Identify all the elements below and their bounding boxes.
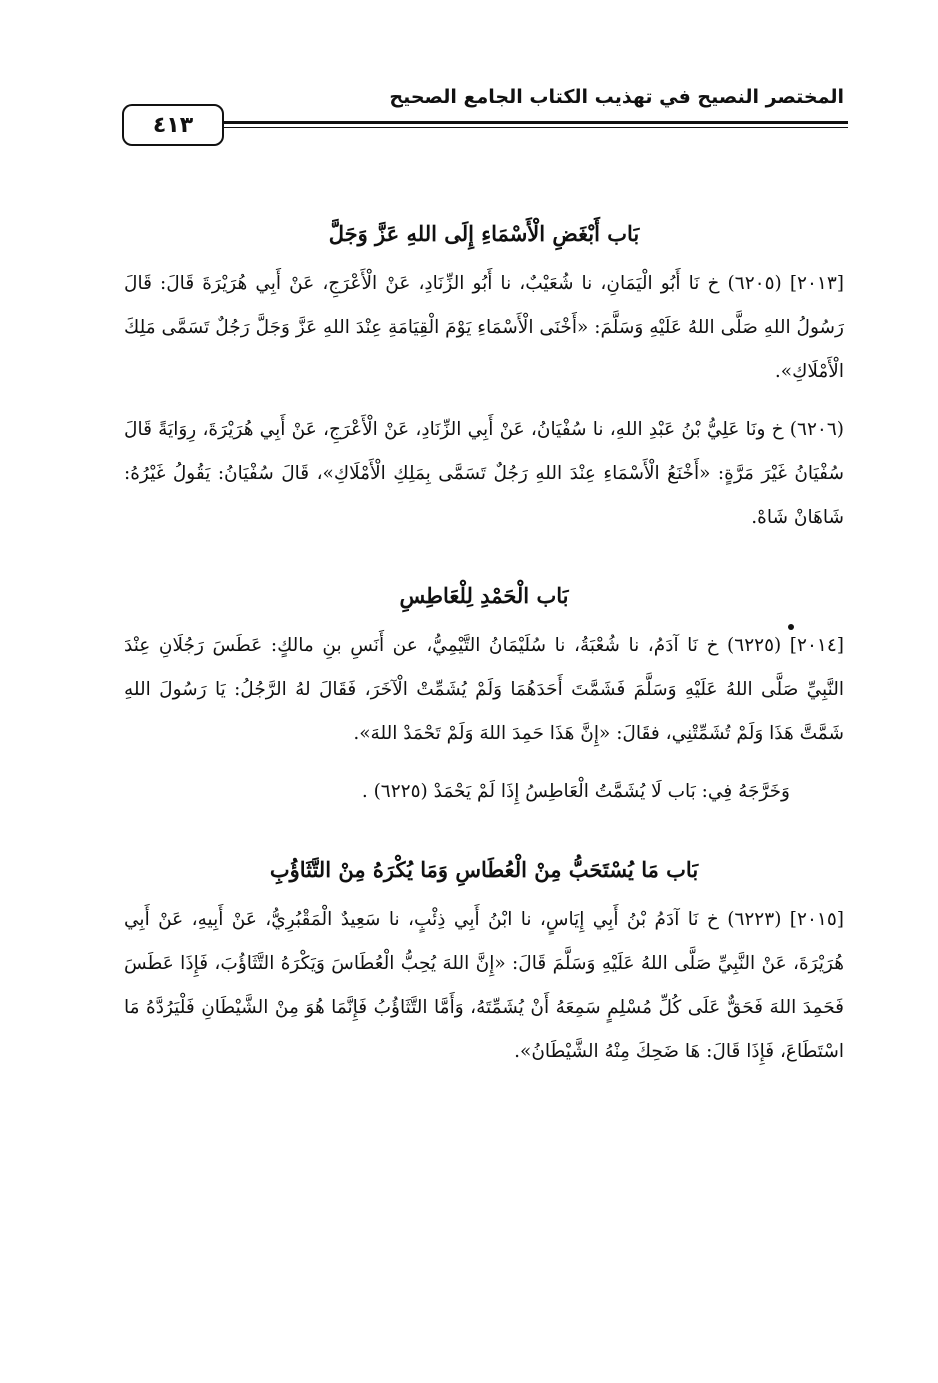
section-heading: بَاب مَا يُسْتَحَبُّ مِنْ الْعُطَاسِ وَمَا يُكْرَهُ مِنْ التَّثَاؤُبِ — [269, 857, 699, 882]
section-heading: بَاب أَبْغَضِ الْأَسْمَاءِ إِلَى اللهِ عَزَّ وَجَلَّ — [328, 221, 640, 246]
hadith-paragraph: [٢٠١٥] (٦٢٢٣) خ نَا آدَمُ بْنُ أَبِي إِيَاسٍ، نا ابْنُ أَبِي ذِئْبٍ، نا سَعِيدٌ الْمَقْبُرِيُّ، عَنْ أَبِيهِ، عَنْ أَبِي هُرَيْرَةَ، عَنْ النَّبِيِّ صَلَّى اللهُ عَلَيْهِ وَسَلَّمَ قَالَ: «إِنَّ اللهَ يُحِبُّ الْعُطَاسَ وَيَكْرَهُ التَّثَاؤُبَ، فَإِذَا عَطَسَ فَحَمِدَ اللهَ فَحَقٌّ عَلَى كُلِّ مُسْلِمٍ سَمِعَهُ أَنْ يُشَمِّتَهُ، وَأَمَّا التَّثَاؤُبُ فَإِنَّمَا هُوَ مِنْ الشَّيْطَانِ فَلْيَرُدَّهُ مَا اسْتَطَاعَ، فَإِذَا قَالَ: هَا ضَحِكَ مِنْهُ الشَّيْطَانُ». — [124, 909, 844, 1062]
cross-reference-note: وَخَرَّجَهُ فِي: بَاب لَا يُشَمَّتُ الْعَاطِسُ إِذَا لَمْ يَحْمَدْ (٦٢٢٥) . — [361, 781, 790, 802]
page-header — [108, 84, 848, 154]
hadith-paragraph: [٢٠١٤] (٦٢٢٥) خ نَا آدَمُ، نا شُعْبَةُ، نا سُلَيْمَانُ التَّيْمِيُّ، عن أَنَسِ بنِ مالكٍ: عَطَسَ رَجُلَانِ عِنْدَ النَّبِيِّ صَلَّى اللهُ عَلَيْهِ وَسَلَّمَ فَشَمَّتَ أَحَدَهُمَا وَلَمْ يُشَمِّتْ الْآخَرَ، فَقَالَ لهُ الرَّجُلُ: يَا رَسُولَ اللهِ شَمَّتَّ هَذَا وَلَمْ تُشَمِّتْنِي، فقَالَ: «إِنَّ هَذَا حَمِدَ اللهَ وَلَمْ تَحْمَدْ اللهَ». — [124, 635, 844, 744]
page-number: ٤١٣ — [122, 104, 224, 146]
section-heading: بَاب الْحَمْدِ لِلْعَاطِسِ — [399, 583, 569, 608]
hadith-paragraph: [٢٠١٣] (٦٢٠٥) خ نَا أَبُو الْيَمَانِ، نا شُعَيْبٌ، نا أَبُو الزِّنَادِ، عَنْ الْأَعْرَجِ، عَنْ أَبِي هُرَيْرَةَ قَالَ: قَالَ رَسُولُ اللهِ صَلَّى اللهُ عَلَيْهِ وَسَلَّمَ: «أَخْنَى الْأَسْمَاءِ يَوْمَ الْقِيَامَةِ عِنْدَ اللهِ عَزَّ وَجَلَّ رَجُلٌ تَسَمَّى مَلِكَ الْأَمْلَاكِ». — [124, 273, 844, 382]
header-rule-thick — [224, 121, 848, 124]
page-body — [124, 200, 844, 1074]
hadith-paragraph: (٦٢٠٦) خ ونَا عَلِيُّ بْنُ عَبْدِ اللهِ، نا سُفْيَانُ، عَنْ أَبِي الزِّنَادِ، عَنْ الْأَعْرَجِ، عَنْ أَبِي هُرَيْرَةَ، رِوَايَةً قَالَ سُفْيَانُ غَيْرَ مَرَّةٍ: «أَخْنَعُ الْأَسْمَاءِ عِنْدَ اللهِ رَجُلٌ تَسَمَّى بِمَلِكِ الْأَمْلَاكِ»، قَالَ سُفْيَانُ: يَقُولُ غَيْرُهُ: شَاهَانْ شَاهْ. — [124, 419, 844, 528]
header-rule-thin — [224, 127, 848, 128]
running-title: المختصر النصيح في تهذيب الكتاب الجامع الصحيح — [389, 86, 844, 108]
